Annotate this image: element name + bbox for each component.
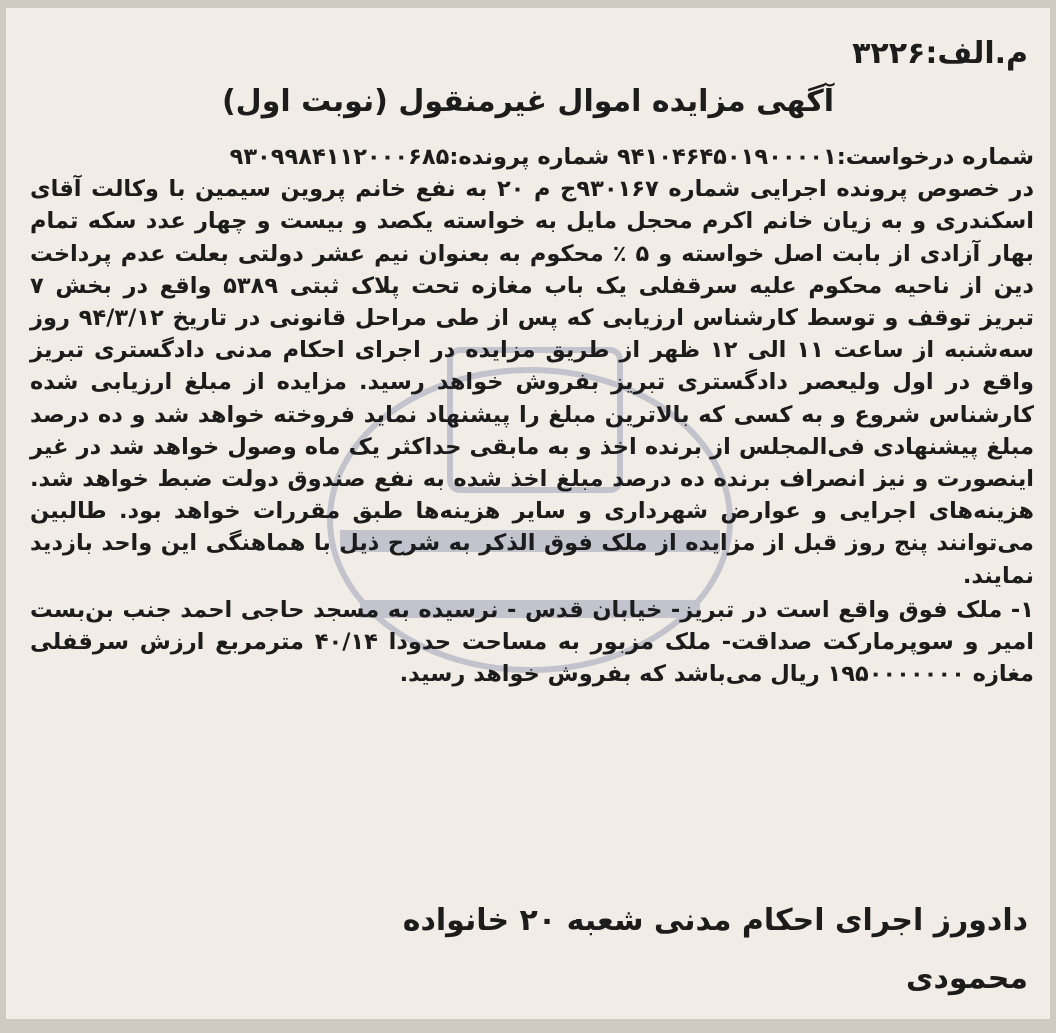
- notice-body: [30, 141, 1034, 690]
- notice-title: آگهی مزایده اموال غیرمنقول (نوبت اول): [221, 84, 835, 119]
- signature-name: محمودی: [905, 961, 1028, 996]
- notice-code: م.الف:۳۲۲۶: [852, 36, 1028, 71]
- main-paragraph: در خصوص پرونده اجرایی شماره ۹۳۰۱۶۷ج م ۲۰ به نفع خانم پروین سیمین با وکالت آقای اسکندری و به زیان خانم اکرم محجل مایل به خواسته یکصد و بیست و چهار عدد سکه تمام بهار آزادی از بابت اصل خواسته و ۵ ٪ محکوم به بعنوان نیم عشر دولتی بعلت عدم پرداخت دین از ناحیه محکوم علیه سرقفلی یک باب مغازه تحت پلاک ثبتی ۵۳۸۹ واقع در بخش ۷ تبریز توقف و توسط کارشناس ارزیابی که پس از طی مراحل قانونی در تاریخ ۹۴/۳/۱۲ روز سه‌شنبه از ساعت ۱۱ الی ۱۲ ظهر از طریق مزایده در اجرای احکام مدنی دادگستری تبریز واقع در اول ولیعصر دادگستری تبریز بفروش خواهد رسید. مزایده از مبلغ ارزیابی شده کارشناس شروع و به کسی که بالاترین مبلغ را پیشنهاد نماید فروخته خواهد شد و ده درصد مبلغ پیشنهادی فی‌المجلس از برنده اخذ و به مابقی حداکثر یک ماه وصول خواهد شد در غیر اینصورت و نیز انصراف برنده ده درصد مبلغ اخذ شده به نفع صندوق دولت ضبط خواهد شد. هزینه‌های اجرایی و عوارض شهرداری و سایر هزینه‌ها طبق مقررات خواهد بود. طالبین می‌توانند پنج روز قبل از مزایده از ملک فوق الذکر به شرح ذیل با هماهنگی این واحد بازدید نمایند.: [30, 176, 1035, 589]
- request-line: شماره درخواست:۹۴۱۰۴۶۴۵۰۱۹۰۰۰۰۱ شماره پرونده:۹۳۰۹۹۸۴۱۱۲۰۰۰۶۸۵: [229, 144, 1034, 170]
- signature-block: [30, 892, 1028, 1008]
- signature-title: دادورز اجرای احکام مدنی شعبه ۲۰ خانواده: [402, 903, 1028, 938]
- property-item-1: ۱- ملک فوق واقع است در تبریز- خیابان قدس - نرسیده به مسجد حاجی احمد جنب بن‌بست امیر و سوپرمارکت صداقت- ملک مزبور به مساحت حدودا ۴۰/۱۴ مترمربع ارزش سرقفلی مغازه ۱۹۵۰۰۰۰۰۰۰ ریال می‌باشد که بفروش خواهد رسید.: [30, 596, 1034, 688]
